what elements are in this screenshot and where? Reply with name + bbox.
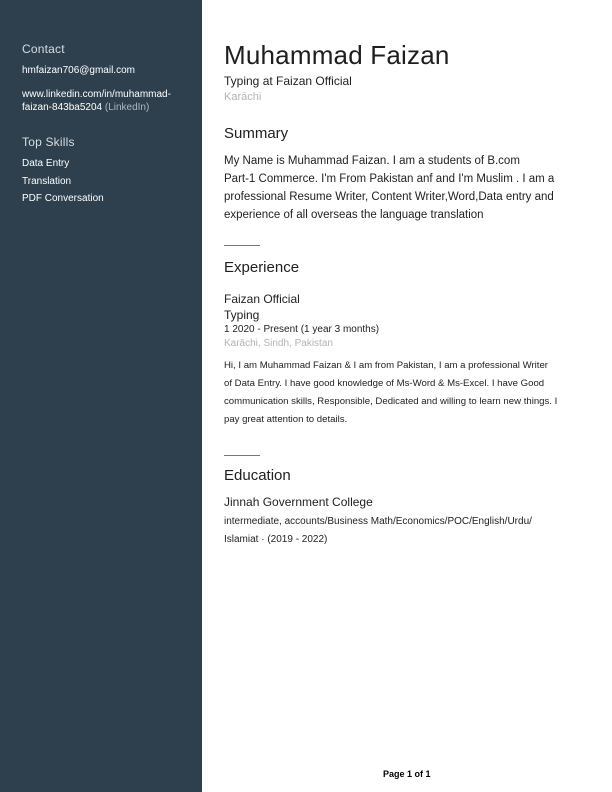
- experience-description: [224, 357, 592, 429]
- education-school: Jinnah Government College: [224, 495, 373, 509]
- summary-line: Part-1 Commerce. I'm From Pakistan anf and I'm Muslim . I am a: [224, 173, 555, 185]
- experience-location: Karāchi, Sindh, Pakistan: [224, 338, 333, 349]
- contact-heading: Contact: [22, 42, 65, 56]
- skill-item: Data Entry: [22, 158, 70, 169]
- experience-description-line: of Data Entry. I have good knowledge of Ms-Word & Ms-Excel. I have Good: [224, 378, 545, 389]
- summary-line: professional Resume Writer, Content Writer,Word,Data entry and: [224, 191, 554, 203]
- experience-description-line: communication skills, Responsible, Dedicated and willing to learn new things. I: [224, 396, 558, 407]
- location: Karāchi: [224, 91, 262, 103]
- headline: Typing at Faizan Official: [224, 74, 352, 88]
- linkedin-url-line1: www.linkedin.com/in/muhammad-: [22, 89, 171, 100]
- linkedin-label: (LinkedIn): [104, 102, 150, 113]
- email-link[interactable]: hmfaizan706@gmail.com: [22, 65, 135, 76]
- experience-dates: 1 2020 - Present (1 year 3 months): [224, 324, 380, 335]
- education-degree-line: Islamiat · (2019 - 2022): [224, 534, 328, 545]
- linkedin-url-line2: [22, 101, 171, 114]
- section-divider: [224, 455, 260, 456]
- top-skills-heading: Top Skills: [22, 135, 75, 149]
- experience-heading: Experience: [224, 259, 300, 276]
- education-heading: Education: [224, 467, 291, 484]
- experience-description-line: pay great attention to details.: [224, 414, 348, 425]
- sidebar: [0, 0, 202, 792]
- skill-item: Translation: [22, 176, 72, 187]
- summary-line: experience of all overseas the language translation: [224, 209, 484, 221]
- section-divider: [224, 245, 260, 246]
- experience-company: Faizan Official: [224, 292, 300, 306]
- education-degree-line: intermediate, accounts/Business Math/Economics/POC/English/Urdu/: [224, 516, 532, 527]
- summary-text: [224, 152, 584, 224]
- summary-heading: Summary: [224, 125, 289, 142]
- page-number: Page 1 of 1: [383, 769, 431, 779]
- education-degree: [224, 513, 564, 549]
- summary-line: My Name is Muhammad Faizan. I am a students of B.com: [224, 155, 520, 167]
- experience-role: Typing: [224, 308, 260, 322]
- linkedin-url-line2-text: faizan-843ba5204: [22, 102, 103, 113]
- person-name: Muhammad Faizan: [224, 40, 450, 70]
- skill-item: PDF Conversation: [22, 193, 104, 204]
- linkedin-link[interactable]: [22, 88, 171, 114]
- experience-description-line: Hi, I am Muhammad Faizan & I am from Pakistan, I am a professional Writer: [224, 360, 548, 371]
- main-content: [202, 0, 612, 792]
